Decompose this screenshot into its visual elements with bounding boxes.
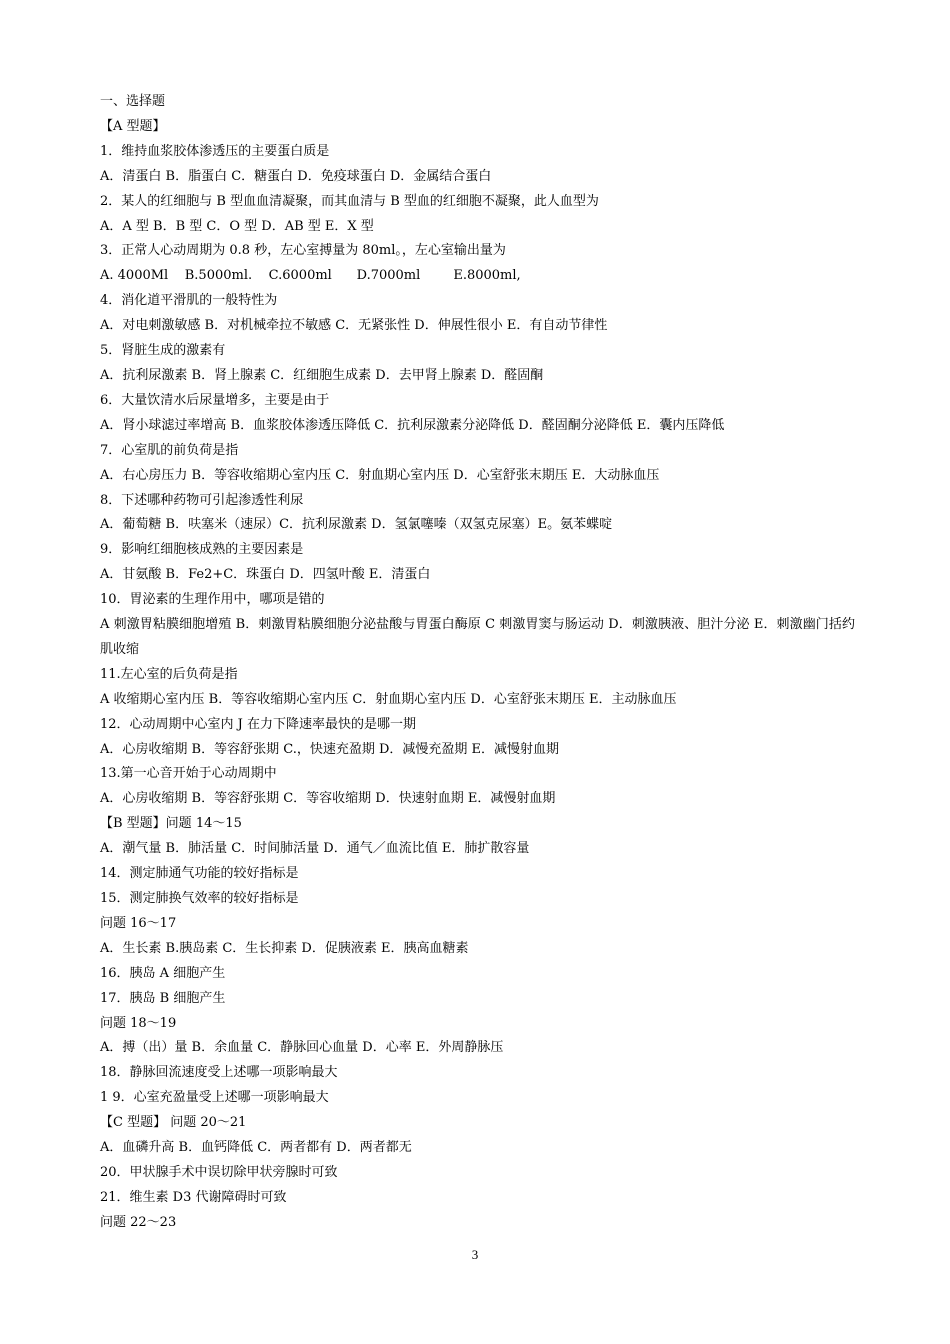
- options-2: A．A 型 B．B 型 C．O 型 D．AB 型 E．X 型: [100, 218, 374, 234]
- options-3: A. 4000Ml B.5000ml. C.6000ml D.7000ml E.8000ml,: [100, 268, 521, 284]
- options-7: A．右心房压力 B．等容收缩期心室内压 C．射血期心室内压 D．心室舒张末期压 E．大动脉血压: [100, 467, 660, 483]
- question-18: 18．静脉回流速度受上述哪一项影响最大: [100, 1065, 338, 1081]
- question-16: 16．胰岛 A 细胞产生: [100, 965, 226, 981]
- group-18-19-heading: 问题 18～19: [100, 1015, 177, 1031]
- question-7: 7．心室肌的前负荷是指: [100, 442, 239, 458]
- page-number: 3: [471, 1247, 479, 1262]
- options-11: A 收缩期心室内压 B．等容收缩期心室内压 C．射血期心室内压 D．心室舒张末期压 E．主动脉血压: [100, 691, 677, 707]
- section-heading: 一、选择题: [100, 94, 166, 109]
- question-12: 12．心动周期中心室内 J 在力下降速率最快的是哪一期: [100, 716, 417, 732]
- question-13: 13.第一心音开始于心动周期中: [100, 766, 277, 782]
- question-11: 11.左心室的后负荷是指: [100, 666, 238, 682]
- options-12: A．心房收缩期 B．等容舒张期 C.，快速充盈期 D．减慢充盈期 E．减慢射血期: [100, 741, 559, 757]
- question-8: 8．下述哪种药物可引起渗透性利尿: [100, 492, 304, 508]
- question-5: 5．肾脏生成的激素有: [100, 343, 226, 359]
- question-1: 1．维持血浆胶体渗透压的主要蛋白质是: [100, 143, 330, 159]
- options-13: A．心房收缩期 B．等容舒张期 C．等容收缩期 D．快速射血期 E．减慢射血期: [100, 791, 556, 807]
- options-8: A．葡萄糖 B．呋塞米（速尿）C．抗利尿激素 D．氢氯噻嗪（双氢克尿塞）E。氨苯蝶啶: [100, 517, 613, 533]
- question-4: 4．消化道平滑肌的一般特性为: [100, 293, 278, 309]
- question-3: 3．正常人心动周期为 0.8 秒，左心室搏量为 80ml。，左心室输出量为: [100, 243, 506, 259]
- options-1: A．清蛋白 B．脂蛋白 C．糖蛋白 D．免疫球蛋白 D．金属结合蛋白: [100, 168, 492, 184]
- options-4: A．对电刺激敏感 B．对机械牵拉不敏感 C．无紧张性 D．伸展性很小 E．有自动节律性: [100, 318, 608, 334]
- group-16-17-heading: 问题 16～17: [100, 915, 177, 931]
- options-20-21: A．血磷升高 B．血钙降低 C．两者都有 D．两者都无: [100, 1140, 412, 1156]
- question-2: 2．某人的红细胞与 B 型血血清凝聚，而其血清与 B 型血的红细胞不凝聚，此人血型为: [100, 193, 599, 209]
- options-18-19: A．搏（出）量 B．余血量 C．静脉回心血量 D．心率 E．外周静脉压: [100, 1040, 504, 1056]
- b-type-heading: 【B 型题】问题 14～15: [100, 816, 242, 832]
- question-10: 10．胃泌素的生理作用中，哪项是错的: [100, 592, 325, 608]
- options-10: A 刺激胃粘膜细胞增殖 B．刺激胃粘膜细胞分泌盐酸与胃蛋白酶原 C 刺激胃窦与肠运动 D．刺激胰液、胆汁分泌 E．刺激幽门括约肌收缩: [100, 617, 855, 657]
- question-21: 21．维生素 D3 代谢障碍时可致: [100, 1189, 287, 1205]
- c-type-heading: 【C 型题】 问题 20～21: [100, 1115, 247, 1131]
- subsection-heading: 【A 型题】: [100, 118, 166, 134]
- question-19: 1 9．心室充盈量受上述哪一项影响最大: [100, 1090, 329, 1106]
- question-6: 6．大量饮清水后尿量增多，主要是由于: [100, 392, 330, 408]
- question-17: 17．胰岛 B 细胞产生: [100, 990, 226, 1006]
- document-body: [100, 90, 855, 1236]
- options-6: A．肾小球滤过率增高 B．血浆胶体渗透压降低 C．抗利尿激素分泌降低 D．醛固酮分泌降低 E．囊内压降低: [100, 417, 725, 433]
- options-9: A．甘氨酸 B．Fe2+C．珠蛋白 D．四氢叶酸 E．清蛋白: [100, 567, 431, 583]
- group-22-23-heading: 问题 22～23: [100, 1214, 177, 1230]
- question-15: 15．测定肺换气效率的较好指标是: [100, 891, 299, 906]
- options-14-15: A．潮气量 B．肺活量 C．时间肺活量 D．通气／血流比值 E．肺扩散容量: [100, 841, 530, 857]
- question-20: 20．甲状腺手术中误切除甲状旁腺时可致: [100, 1164, 338, 1180]
- options-16-17: A．生长素 B.胰岛素 C．生长抑素 D．促胰液素 E．胰高血糖素: [100, 940, 469, 956]
- options-5: A．抗利尿激素 B．肾上腺素 C．红细胞生成素 D．去甲肾上腺素 D．醛固酮: [100, 367, 544, 383]
- question-14: 14．测定肺通气功能的较好指标是: [100, 866, 299, 882]
- question-9: 9．影响红细胞核成熟的主要因素是: [100, 542, 304, 558]
